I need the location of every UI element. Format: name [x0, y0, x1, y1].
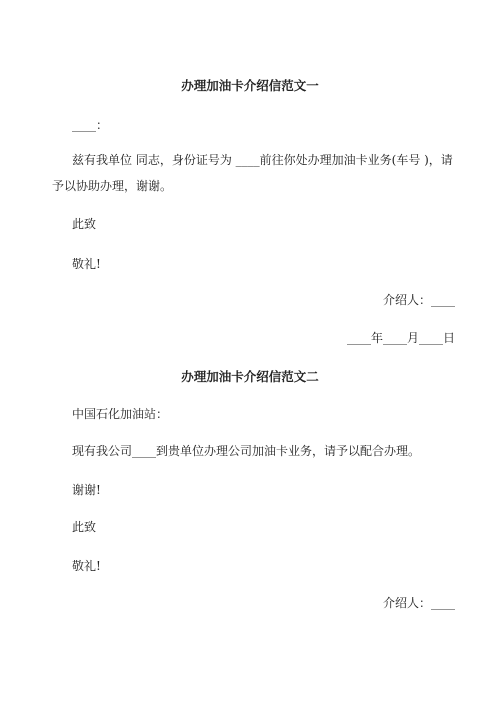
letter2-introducer: 介绍人：____ [382, 596, 455, 610]
letter1-closing-jingli: 敬礼! [72, 257, 101, 271]
letter2-closing-jingli: 敬礼! [72, 559, 101, 573]
letter1-introducer: 介绍人：____ [382, 293, 455, 307]
letter2-salutation: 中国石化加油站： [72, 407, 169, 421]
letter2-closing-zhici: 此致 [72, 520, 97, 534]
letter1-title: 办理加油卡介绍信范文一 [181, 78, 319, 93]
letter2-body-line1: 现有我公司____到贵单位办理公司加油卡业务，请予以配合办理。 [72, 444, 421, 458]
letter2-thanks: 谢谢! [72, 483, 101, 497]
letter1-body-line1: 兹有我单位 同志，身份证号为 ____前往你处办理加油卡业务(车号 )，请 [72, 153, 453, 167]
letter1-date: ____年____月____日 [346, 331, 455, 345]
letter1-body-line2: 予以协助办理，谢谢。 [52, 179, 173, 193]
letter2-title: 办理加油卡介绍信范文二 [181, 369, 319, 384]
letter1-salutation: ____： [72, 118, 109, 132]
letter1-closing-zhici: 此致 [72, 217, 97, 231]
